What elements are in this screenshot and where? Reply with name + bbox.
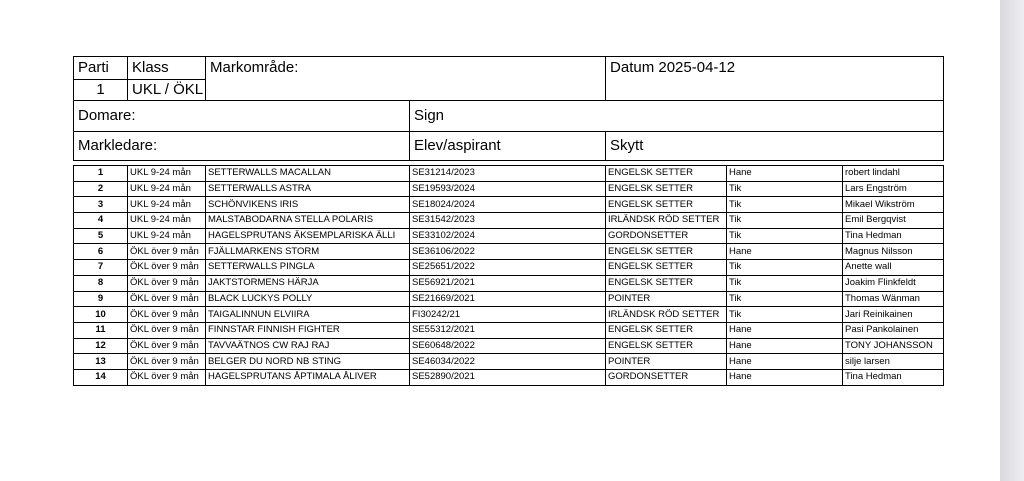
entry-number: 7 (74, 260, 128, 276)
entry-breed: ENGELSK SETTER (606, 197, 727, 213)
table-row (74, 244, 944, 260)
domare-label: Domare: (74, 101, 410, 132)
entry-breed: IRLÄNDSK RÖD SETTER (606, 213, 727, 229)
entry-dog-name: HAGELSPRUTANS ÄKSEMPLARISKA ÄLLI (206, 228, 410, 244)
entry-dog-name: FJÄLLMARKENS STORM (206, 244, 410, 260)
entry-breed: POINTER (606, 291, 727, 307)
entry-dog-name: SETTERWALLS ASTRA (206, 181, 410, 197)
entry-handler: Pasi Pankolainen (843, 322, 944, 338)
entry-sex: Hane (727, 369, 843, 385)
entry-dog-name: TAVVAÄTNOS CW RAJ RAJ (206, 338, 410, 354)
entry-dog-name: HAGELSPRUTANS ÅPTIMALA ÅLIVER (206, 369, 410, 385)
entry-sex: Tik (727, 291, 843, 307)
entry-sex: Tik (727, 213, 843, 229)
entry-number: 9 (74, 291, 128, 307)
entry-dog-name: JAKTSTORMENS HÄRJA (206, 275, 410, 291)
entry-dog-name: SCHÖNVIKENS IRIS (206, 197, 410, 213)
entry-number: 3 (74, 197, 128, 213)
entry-number: 14 (74, 369, 128, 385)
entry-sex: Hane (727, 322, 843, 338)
entry-sex: Hane (727, 166, 843, 182)
entry-klass: UKL 9-24 mån (128, 228, 206, 244)
entry-breed: ENGELSK SETTER (606, 244, 727, 260)
entry-handler: silje larsen (843, 354, 944, 370)
entry-handler: Anette wall (843, 260, 944, 276)
klass-label: Klass (128, 57, 206, 80)
entry-klass: ÖKL över 9 mån (128, 354, 206, 370)
entry-handler: TONY JOHANSSON (843, 338, 944, 354)
entry-reg-number: SE52890/2021 (410, 369, 606, 385)
entry-klass: ÖKL över 9 mån (128, 322, 206, 338)
entry-handler: Thomas Wänman (843, 291, 944, 307)
table-row (74, 275, 944, 291)
entry-sex: Tik (727, 197, 843, 213)
entry-handler: Lars Engström (843, 181, 944, 197)
entry-klass: ÖKL över 9 mån (128, 338, 206, 354)
table-row (74, 291, 944, 307)
entry-reg-number: SE46034/2022 (410, 354, 606, 370)
entry-dog-name: SETTERWALLS MACALLAN (206, 166, 410, 182)
entry-klass: UKL 9-24 mån (128, 197, 206, 213)
entry-reg-number: SE21669/2021 (410, 291, 606, 307)
parti-label: Parti (74, 57, 128, 80)
table-row (74, 197, 944, 213)
entry-number: 1 (74, 166, 128, 182)
elev-aspirant-label: Elev/aspirant (410, 132, 606, 161)
entry-klass: ÖKL över 9 mån (128, 260, 206, 276)
entry-klass: UKL 9-24 mån (128, 213, 206, 229)
entry-number: 4 (74, 213, 128, 229)
entry-number: 12 (74, 338, 128, 354)
entry-reg-number: SE33102/2024 (410, 228, 606, 244)
entry-sex: Hane (727, 338, 843, 354)
skytt-label: Skytt (606, 132, 944, 161)
entry-reg-number: FI30242/21 (410, 307, 606, 323)
table-row (74, 354, 944, 370)
entry-number: 2 (74, 181, 128, 197)
entry-handler: Mikael Wikström (843, 197, 944, 213)
entry-reg-number: SE31214/2023 (410, 166, 606, 182)
entry-reg-number: SE36106/2022 (410, 244, 606, 260)
parti-value: 1 (74, 80, 128, 101)
entry-breed: ENGELSK SETTER (606, 166, 727, 182)
entry-handler: Tina Hedman (843, 369, 944, 385)
table-row (74, 307, 944, 323)
entry-handler: Joakim Flinkfeldt (843, 275, 944, 291)
entry-reg-number: SE60648/2022 (410, 338, 606, 354)
entry-sex: Tik (727, 275, 843, 291)
entries-table (73, 165, 944, 386)
table-row (74, 322, 944, 338)
entry-sex: Hane (727, 354, 843, 370)
table-row (74, 213, 944, 229)
entry-dog-name: TAIGALINNUN ELVIIRA (206, 307, 410, 323)
entry-klass: ÖKL över 9 mån (128, 244, 206, 260)
table-row (74, 338, 944, 354)
table-row (74, 260, 944, 276)
entry-handler: robert lindahl (843, 166, 944, 182)
entry-dog-name: SETTERWALLS PINGLA (206, 260, 410, 276)
markomrade-label: Markområde: (206, 57, 606, 101)
markledare-label: Markledare: (74, 132, 410, 161)
viewer-background (1000, 0, 1024, 481)
entry-breed: ENGELSK SETTER (606, 322, 727, 338)
entry-number: 8 (74, 275, 128, 291)
entry-breed: GORDONSETTER (606, 369, 727, 385)
entry-reg-number: SE25651/2022 (410, 260, 606, 276)
entry-dog-name: BELGER DU NORD NB STING (206, 354, 410, 370)
table-row (74, 181, 944, 197)
entry-sex: Tik (727, 228, 843, 244)
klass-value: UKL / ÖKL (128, 80, 206, 101)
entry-reg-number: SE18024/2024 (410, 197, 606, 213)
entry-breed: POINTER (606, 354, 727, 370)
entry-klass: UKL 9-24 mån (128, 166, 206, 182)
entry-breed: ENGELSK SETTER (606, 338, 727, 354)
entry-klass: ÖKL över 9 mån (128, 369, 206, 385)
entry-breed: IRLÄNDSK RÖD SETTER (606, 307, 727, 323)
entry-dog-name: BLACK LUCKYS POLLY (206, 291, 410, 307)
header-table (73, 56, 944, 161)
entry-handler: Tina Hedman (843, 228, 944, 244)
entry-reg-number: SE56921/2021 (410, 275, 606, 291)
entry-number: 11 (74, 322, 128, 338)
table-row (74, 166, 944, 182)
table-row (74, 369, 944, 385)
entry-sex: Hane (727, 244, 843, 260)
entry-handler: Emil Bergqvist (843, 213, 944, 229)
entry-breed: ENGELSK SETTER (606, 260, 727, 276)
entry-klass: ÖKL över 9 mån (128, 291, 206, 307)
entry-breed: ENGELSK SETTER (606, 275, 727, 291)
entry-breed: ENGELSK SETTER (606, 181, 727, 197)
entry-klass: ÖKL över 9 mån (128, 275, 206, 291)
entry-klass: UKL 9-24 mån (128, 181, 206, 197)
entry-dog-name: FINNSTAR FINNISH FIGHTER (206, 322, 410, 338)
entry-sex: Tik (727, 307, 843, 323)
entry-klass: ÖKL över 9 mån (128, 307, 206, 323)
entry-handler: Magnus Nilsson (843, 244, 944, 260)
entry-number: 13 (74, 354, 128, 370)
entry-dog-name: MALSTABODARNA STELLA POLARIS (206, 213, 410, 229)
entry-sex: Tik (727, 181, 843, 197)
entry-reg-number: SE55312/2021 (410, 322, 606, 338)
datum-label: Datum 2025-04-12 (606, 57, 944, 101)
entry-number: 5 (74, 228, 128, 244)
entry-sex: Tik (727, 260, 843, 276)
entry-reg-number: SE19593/2024 (410, 181, 606, 197)
entry-handler: Jari Reinikainen (843, 307, 944, 323)
entry-reg-number: SE31542/2023 (410, 213, 606, 229)
entry-number: 10 (74, 307, 128, 323)
sign-label: Sign (410, 101, 944, 132)
entry-number: 6 (74, 244, 128, 260)
entry-breed: GORDONSETTER (606, 228, 727, 244)
score-sheet (73, 56, 943, 386)
table-row (74, 228, 944, 244)
